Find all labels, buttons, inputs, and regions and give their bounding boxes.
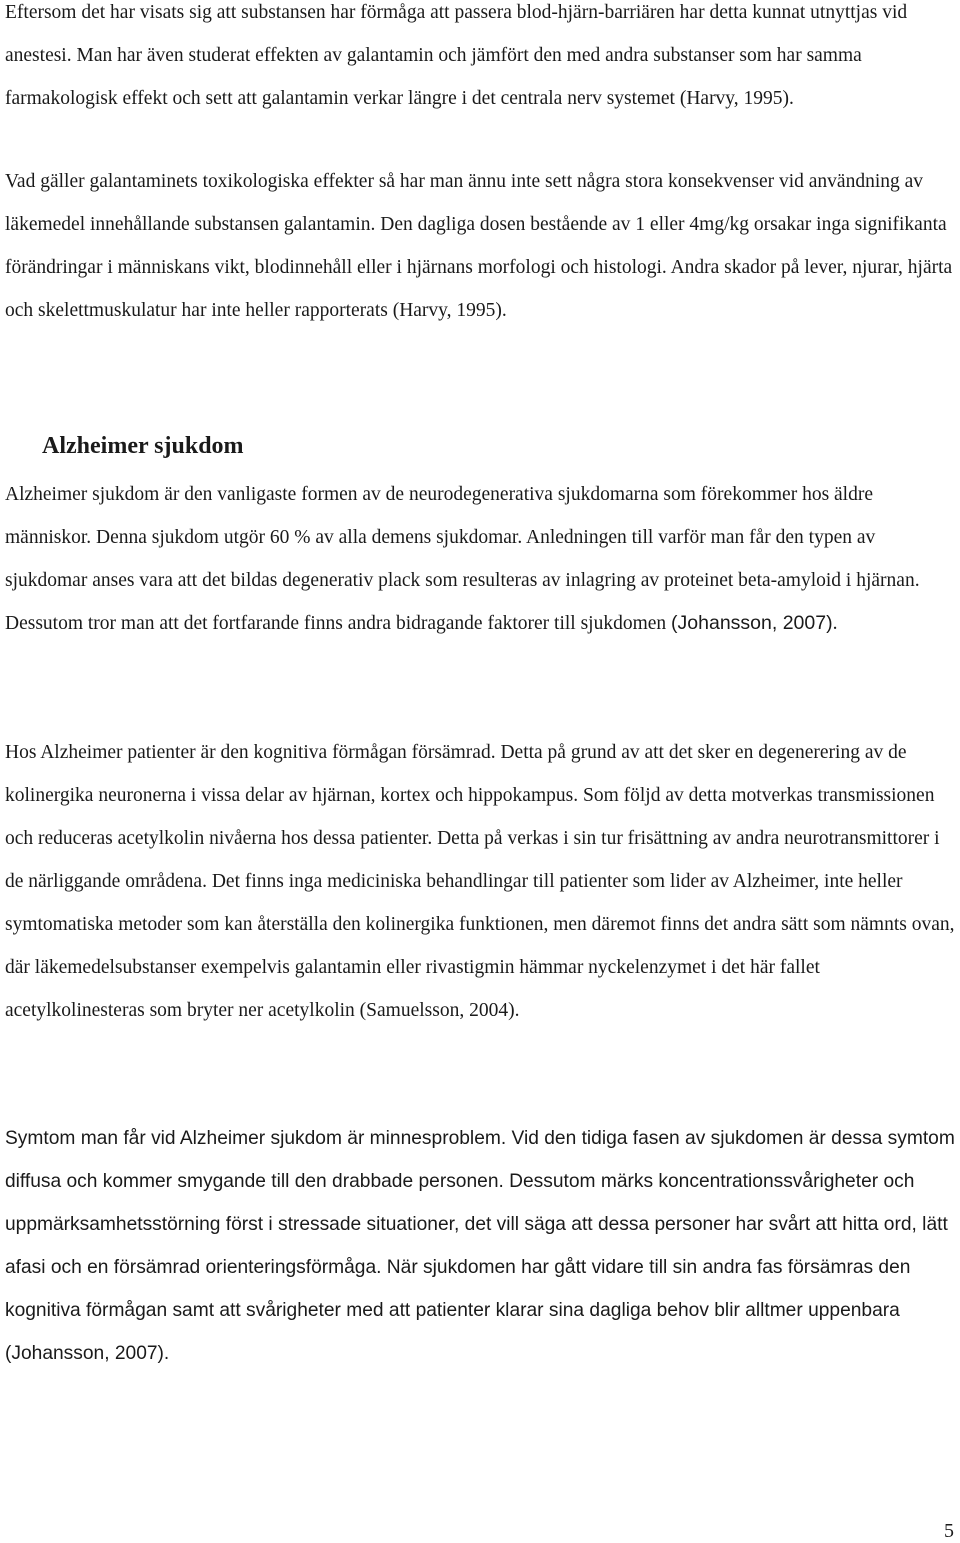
paragraph-galantamin-anesthesia: Eftersom det har visats sig att substansen har förmåga att passera blod-hjärn-barriären har detta kunnat utnyttjas vid anestesi. Man har även studerat effekten av galantamin och jämfört den med andra substanser som har samma farmakologisk effekt och sett att galantamin verkar längre i det centrala nerv systemet (Harvy, 1995). [5,2,908,109]
section-heading-alzheimer: Alzheimer sjukdom [42,433,244,459]
page-number: 5 [944,1520,954,1542]
paragraph-alzheimer-definition-text: Alzheimer sjukdom är den vanligaste formen av de neurodegenerativa sjukdomarna som förekommer hos äldre människor. Denna sjukdom utgör 60 % av alla demens sjukdomar. Anledningen till varför man får den typen av sjukdomar anses vara att det bildas degenerativ plack som resulteras av inlagring av proteinet beta-amyloid i hjärnan. Dessutom tror man att det fortfarande finns andra bidragande faktorer till sjukdomen [5,484,920,634]
paragraph-galantamin-toxicology: Vad gäller galantaminets toxikologiska effekter så har man ännu inte sett några stora konsekvenser vid användning av läkemedel innehållande substansen galantamin. Den dagliga dosen bestående av 1 eller 4mg/kg orsakar inga signifikanta förändringar i människans vikt, blodinnehåll eller i hjärnans morfologi och histologi. Andra skador på lever, njurar, hjärta och skelettmuskulatur har inte heller rapporterats (Harvy, 1995). [5,171,953,321]
paragraph-alzheimer-definition [5,473,955,645]
paragraph-alzheimer-definition-end: . [832,613,838,634]
paragraph-alzheimer-cognition: Hos Alzheimer patienter är den kognitiva förmågan försämrad. Detta på grund av att det sker en degenerering av de kolinergika neuronerna i vissa delar av hjärnan, kortex och hippokampus. Som följd av detta motverkas transmissionen och reduceras acetylkolin nivåerna hos dessa patienter. Detta på verkas i sin tur frisättning av andra neurotransmittorer i de närliggande områdena. Det finns inga mediciniska behandlingar till patienter som lider av Alzheimer, inte heller symtomatiska metoder som kan återställa den kolinergika funktionen, men däremot finns det andra sätt som nämnts ovan, där läkemedelsubstanser exempelvis galantamin eller rivastigmin hämmar nyckelenzymet i det här fallet acetylkolinesteras som bryter ner acetylkolin (Samuelsson, 2004). [5,742,955,1021]
paragraph-alzheimer-symptoms: Symtom man får vid Alzheimer sjukdom är minnesproblem. Vid den tidiga fasen av sjukdomen är dessa symtom diffusa och kommer smygande till den drabbade personen. Dessutom märks koncentrationssvårigheter och uppmärksamhetsstörning först i stressade situationer, det vill säga att dessa personer har svårt att hitta ord, lätt afasi och en försämrad orienteringsförmåga. När sjukdomen har gått vidare till sin andra fas försämras den kognitiva förmågan samt att svårigheter med att patienter klarar sina dagliga behov blir alltmer uppenbara (Johansson, 2007). [5,1128,955,1364]
citation-johansson-2007: (Johansson, 2007) [671,612,833,634]
